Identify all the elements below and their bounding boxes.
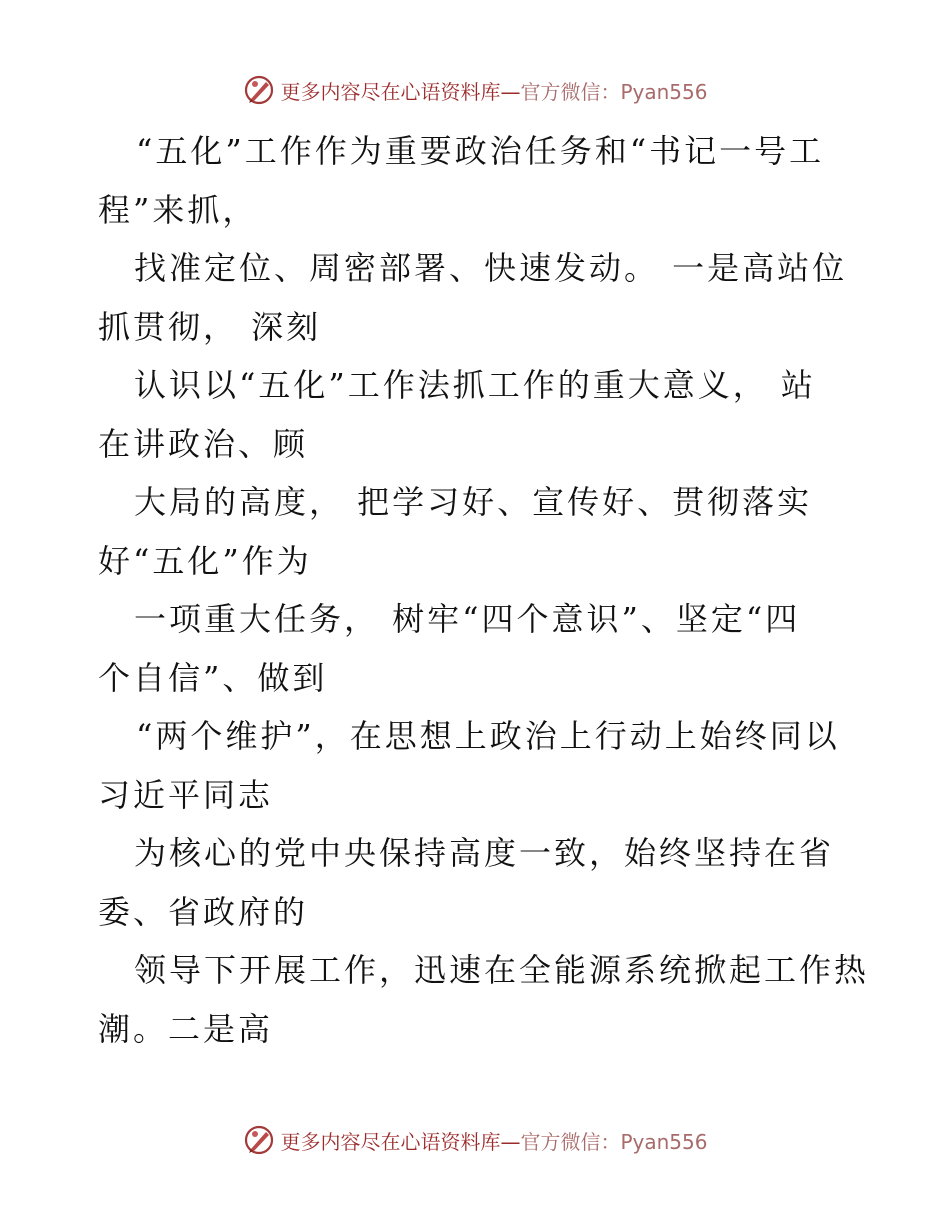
text-line: 程”来抓， (98, 190, 258, 229)
text-line: “两个维护”，在思想上政治上行动上始终同以 (136, 717, 840, 755)
text-line: 为核心的党中央保持高度一致，始终坚持在省 (134, 834, 835, 872)
watermark-text (280, 1126, 707, 1155)
text-line: 抓贯彻， 深刻 (98, 307, 322, 346)
text-line: 好“五化”作为 (98, 541, 312, 580)
text-line: 领导下开展工作，迅速在全能源系统掀起工作热 (134, 951, 870, 989)
text-line: 找准定位、周密部署、快速发动。 一是高站位 (134, 249, 848, 287)
text-line: 认识以“五化”工作法抓工作的重大意义， 站 (134, 366, 816, 404)
text-line: 大局的高度， 把学习好、宣传好、贯彻落实 (134, 483, 813, 521)
watermark-site-text: 更多内容尽在心语资料库— (280, 79, 521, 104)
watermark-wechat-text: 官方微信：Pyan556 (520, 79, 708, 104)
watermark-site-text: 更多内容尽在心语资料库— (280, 1129, 521, 1154)
text-line: 一项重大任务， 树牢“四个意识”、坚定“四 (134, 600, 801, 638)
text-line: “五化”工作作为重要政治任务和“书记一号工 (136, 132, 825, 170)
text-line: 习近平同志 (98, 775, 274, 814)
pen-logo-icon (242, 73, 276, 107)
watermark-text (280, 76, 707, 105)
text-line: 个自信”、做到 (98, 658, 328, 697)
text-line: 在讲政治、顾 (98, 424, 309, 463)
watermark-wechat-text: 官方微信：Pyan556 (520, 1129, 708, 1154)
document-body (98, 122, 870, 1058)
footer-watermark-banner (0, 1120, 950, 1160)
header-watermark-banner (0, 70, 950, 110)
text-line: 委、省政府的 (98, 892, 309, 931)
text-line: 潮。二是高 (98, 1009, 274, 1048)
pen-logo-icon (242, 1123, 276, 1157)
